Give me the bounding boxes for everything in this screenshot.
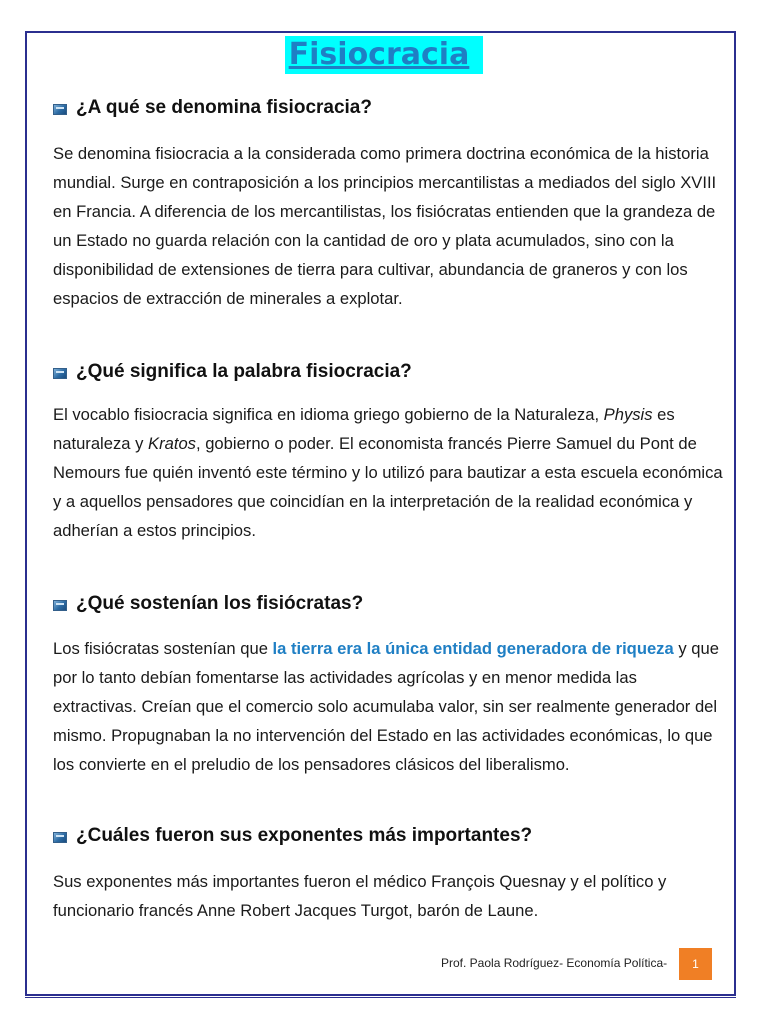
bullet-image-icon — [53, 832, 67, 843]
section-body-2 — [53, 400, 723, 545]
section-heading-3 — [53, 593, 363, 615]
highlighted-phrase: la tierra era la única entidad generadora de riqueza — [272, 639, 674, 658]
section-body-3 — [53, 634, 723, 779]
section-heading-4 — [53, 825, 532, 847]
section-heading-4-text: ¿Cuáles fueron sus exponentes más importantes? — [76, 825, 533, 846]
section-body-1 — [53, 139, 723, 313]
bullet-image-icon — [53, 368, 67, 379]
section-body-2-mid: es naturaleza y — [53, 405, 675, 453]
section-heading-1 — [53, 97, 372, 119]
section-body-2-text — [53, 400, 723, 545]
section-body-2-post: , gobierno o poder. El economista francés Pierre Samuel du Pont de Nemours fue quién inventó este término y lo utilizó para bautizar a esta escuela económica y a aquellos pensadores que coincidían en la interpretación de la realidad económica y adherían a estos principios. — [53, 434, 723, 540]
section-body-4-text: Sus exponentes más importantes fueron el médico François Quesnay y el político y funcionario francés Anne Robert Jacques Turgot, barón de Laune. — [53, 872, 667, 920]
section-heading-3-text: ¿Qué sostenían los fisiócratas? — [76, 593, 364, 614]
page-title: Fisiocracia — [285, 36, 484, 74]
term-physis: Physis — [603, 405, 653, 424]
section-body-3-post: y que por lo tanto debían fomentarse las actividades agrícolas y en menor medida las extractivas. Creían que el comercio solo acumulaba valor, sin ser realmente generador del mismo. Propugnaban la no intervención del Estado en las actividades económicas, lo que los convierte en el preludio de los pensadores clásicos del liberalismo. — [53, 639, 719, 774]
bullet-image-icon — [53, 104, 67, 115]
section-heading-1-text: ¿A qué se denomina fisiocracia? — [76, 97, 372, 118]
page-number-badge: 1 — [679, 948, 712, 980]
section-body-3-pre: Los fisiócratas sostenían que — [53, 639, 273, 658]
section-body-1-text: Se denomina fisiocracia a la considerada como primera doctrina económica de la historia mundial. Surge en contraposición a los principios mercantilistas a mediados del siglo XVIII en Francia. A diferencia de los mercantilistas, los fisiócratas entienden que la grandeza de un Estado no guarda relación con la cantidad de oro y plata acumulados, sino con la disponibilidad de extensiones de tierra para cultivar, abundancia de graneros y con los espacios de extracción de minerales a explotar. — [53, 144, 717, 308]
section-body-2-pre: El vocablo fisiocracia significa en idioma griego gobierno de la Naturaleza, — [53, 405, 604, 424]
footer-author: Prof. Paola Rodríguez- Economía Política- — [441, 956, 668, 970]
bullet-image-icon — [53, 600, 67, 611]
section-body-4 — [53, 867, 723, 925]
page-border-bottom-line — [25, 997, 736, 998]
title-container — [0, 36, 768, 74]
section-heading-2-text: ¿Qué significa la palabra fisiocracia? — [76, 361, 412, 382]
section-body-3-text — [53, 634, 723, 779]
term-kratos: Kratos — [148, 434, 196, 453]
section-heading-2 — [53, 361, 412, 383]
